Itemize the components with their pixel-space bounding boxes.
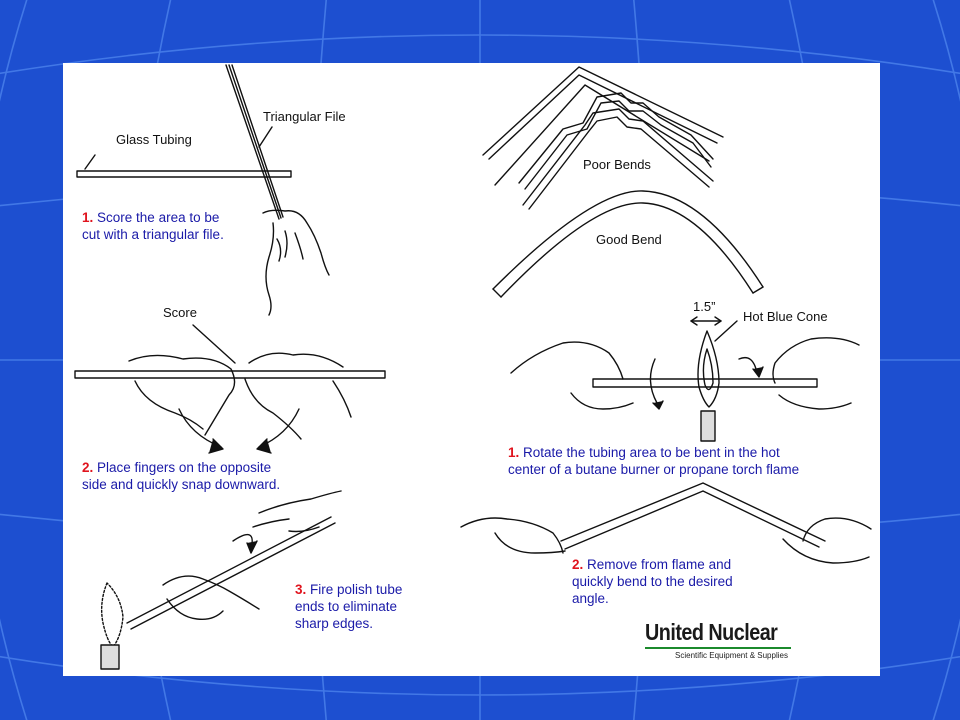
- right-hand-3: [783, 518, 871, 563]
- score-pointer: [193, 325, 235, 363]
- instruction-panel: [63, 63, 880, 676]
- bending-step-1: 1. Rotate the tubing area to be bent in the hot center of a butane burner or propane torch flame: [508, 445, 800, 477]
- label-pointer: [259, 127, 272, 147]
- label-score: Score: [163, 305, 197, 320]
- triangular-file: [226, 65, 283, 219]
- illustrations: [63, 63, 880, 676]
- cone-pointer: [715, 321, 737, 341]
- lower-hand: [163, 576, 259, 619]
- label-glass-tubing: Glass Tubing: [116, 132, 192, 147]
- right-hand: [245, 353, 351, 439]
- bent-tube: [561, 483, 825, 549]
- label-triangular-file: Triangular File: [263, 109, 346, 124]
- left-hand-2: [511, 342, 633, 409]
- label-pointer: [85, 155, 95, 169]
- label-good-bend: Good Bend: [596, 232, 662, 247]
- poor-bend-3: [519, 93, 713, 189]
- hand: [263, 210, 329, 315]
- label-length: 1.5”: [693, 299, 716, 314]
- scored-tube: [75, 371, 385, 378]
- cutting-step-1: 1. Score the area to be cut with a triangular file.: [82, 210, 224, 242]
- poor-bend-1: [483, 67, 723, 159]
- brand-logo: [645, 619, 795, 660]
- brand-name: United Nuclear: [645, 619, 778, 645]
- label-hot-blue-cone: Hot Blue Cone: [743, 309, 828, 324]
- brand-rule: [645, 647, 791, 649]
- bending-step-2: 2. Remove from flame and quickly bend to the desired angle.: [572, 557, 733, 606]
- right-hand-2: [773, 338, 859, 409]
- left-hand: [129, 355, 235, 435]
- flame: [102, 583, 123, 647]
- hot-cone-flame: [698, 331, 719, 407]
- cutting-step-3: 3. Fire polish tube ends to eliminate sharp edges.: [295, 582, 403, 631]
- burner-2: [701, 411, 715, 441]
- label-poor-bends: Poor Bends: [583, 157, 651, 172]
- cutting-step-2: 2. Place fingers on the opposite side and quickly snap downward.: [82, 460, 281, 492]
- upper-hand: [253, 491, 341, 532]
- left-hand-3: [461, 518, 565, 553]
- burner: [101, 645, 119, 669]
- glass-tube: [77, 171, 291, 177]
- brand-tagline: Scientific Equipment & Supplies: [675, 651, 788, 660]
